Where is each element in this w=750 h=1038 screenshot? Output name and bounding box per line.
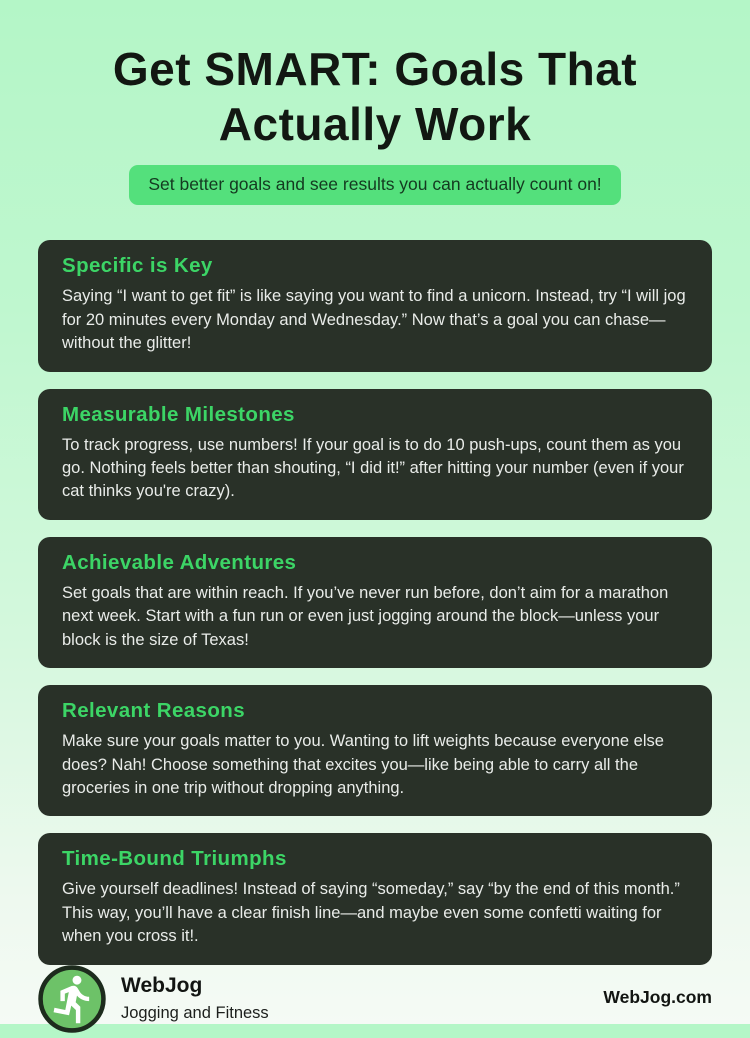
card-specific-body: Saying “I want to get fit” is like saying you want to find a unicorn. Instead, try “I will jog for 20 minutes every Monday and Wednesday.” Now that’s a goal you can chase—without the glitter! [62, 287, 686, 353]
webjog-logo runner-icon [38, 965, 106, 1033]
card-timebound-body: Give yourself deadlines! Instead of saying “someday,” say “by the end of this month.” This way, you’ll have a clear finish line—and maybe even some confetti waiting for when you cross it!. [62, 880, 680, 946]
brand-name: WebJog [121, 974, 203, 998]
card-achievable [38, 537, 712, 668]
card-measurable [38, 389, 712, 520]
card-measurable-body: To track progress, use numbers! If your goal is to do 10 push-ups, count them as you go. Nothing feels better than shouting, “I did it!” after hitting your number (even if your cat thinks you're crazy). [62, 435, 684, 501]
page-title-line2: Actually Work [218, 98, 532, 151]
card-specific-heading: Specific is Key [62, 254, 213, 278]
brand-block [121, 974, 269, 1023]
card-measurable-heading: Measurable Milestones [62, 402, 295, 426]
card-relevant [38, 685, 712, 816]
card-achievable-body: Set goals that are within reach. If you’ve never run before, don’t aim for a marathon next week. Start with a fun run or even just jogging around the block—unless your block is the size of Texas! [62, 583, 669, 649]
card-timebound-heading: Time-Bound Triumphs [62, 847, 287, 871]
subtitle-badge-container [38, 165, 712, 205]
page-title [113, 42, 637, 152]
card-timebound [38, 833, 712, 964]
brand-tagline: Jogging and Fitness [121, 1004, 269, 1023]
footer [38, 965, 712, 1033]
card-relevant-heading: Relevant Reasons [62, 699, 246, 723]
card-specific [38, 240, 712, 371]
page-title-line1: Get SMART: Goals That [112, 43, 638, 95]
card-relevant-body: Make sure your goals matter to you. Wanting to lift weights because everyone else does? Nah! Choose something that excites you—like being able to carry all the groceries in one trip without dropping anything. [62, 732, 664, 798]
smart-cards-list [38, 240, 712, 964]
subtitle-badge: Set better goals and see results you can actually count on! [129, 165, 620, 205]
card-achievable-heading: Achievable Adventures [62, 550, 297, 574]
website-text: WebJog.com [603, 987, 712, 1008]
